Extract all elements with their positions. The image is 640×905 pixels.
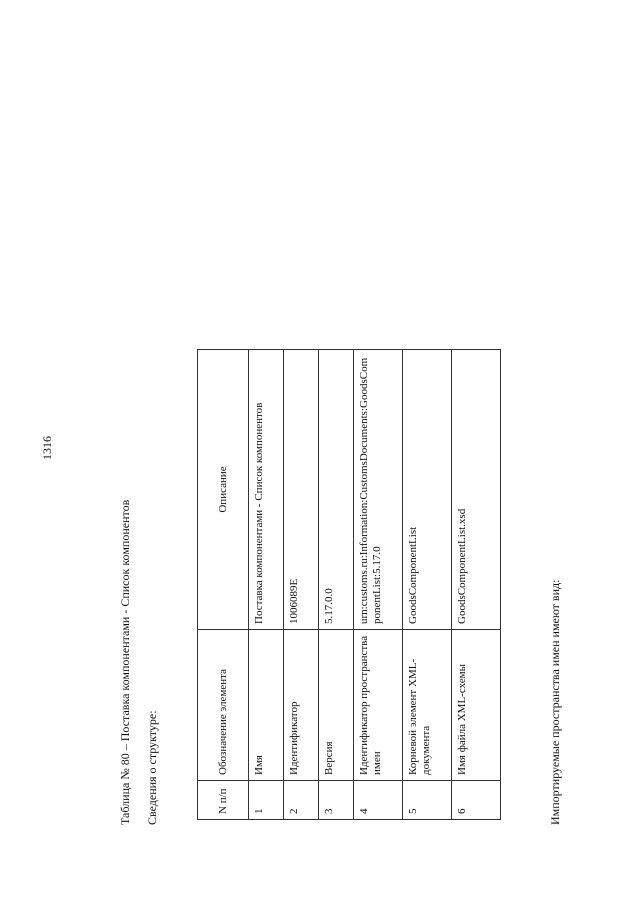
table-caption: Таблица № 80 – Поставка компонентами - Список компонентов (118, 499, 132, 825)
table-row (354, 350, 403, 820)
cell-number: 6 (452, 781, 501, 820)
page-number: 1316 (40, 436, 54, 460)
table-row (284, 350, 319, 820)
table-header-row (198, 350, 249, 820)
cell-number: 2 (284, 781, 319, 820)
cell-element: Корневой элемент XML-документа (403, 630, 452, 781)
cell-element: Версия (319, 630, 354, 781)
cell-element: Имя файла XML-схемы (452, 630, 501, 781)
cell-element: Имя (249, 630, 284, 781)
header-description: Описание (198, 350, 249, 630)
table-row (319, 350, 354, 820)
cell-description: Поставка компонентами - Список компонентов (249, 350, 284, 630)
cell-number: 1 (249, 781, 284, 820)
structure-heading: Сведения о структуре: (145, 710, 159, 825)
cell-description: 1006089E (284, 350, 319, 630)
structure-table (197, 349, 501, 820)
table-row (403, 350, 452, 820)
cell-description: 5.17.0.0 (319, 350, 354, 630)
cell-description: GoodsComponentList (403, 350, 452, 630)
header-number: N п/п (198, 781, 249, 820)
cell-description: urn:customs.ru:Information:CustomsDocuments:GoodsComponentList:5.17.0 (354, 350, 403, 630)
cell-number: 4 (354, 781, 403, 820)
cell-number: 3 (319, 781, 354, 820)
cell-number: 5 (403, 781, 452, 820)
cell-element: Идентификатор пространства имен (354, 630, 403, 781)
cell-element: Идентификатор (284, 630, 319, 781)
header-element: Обозначение элемента (198, 630, 249, 781)
table-row (452, 350, 501, 820)
imported-namespaces-text: Импортируемые пространства имен имеют вид: (548, 579, 562, 825)
table-row (249, 350, 284, 820)
cell-description: GoodsComponentList.xsd (452, 350, 501, 630)
